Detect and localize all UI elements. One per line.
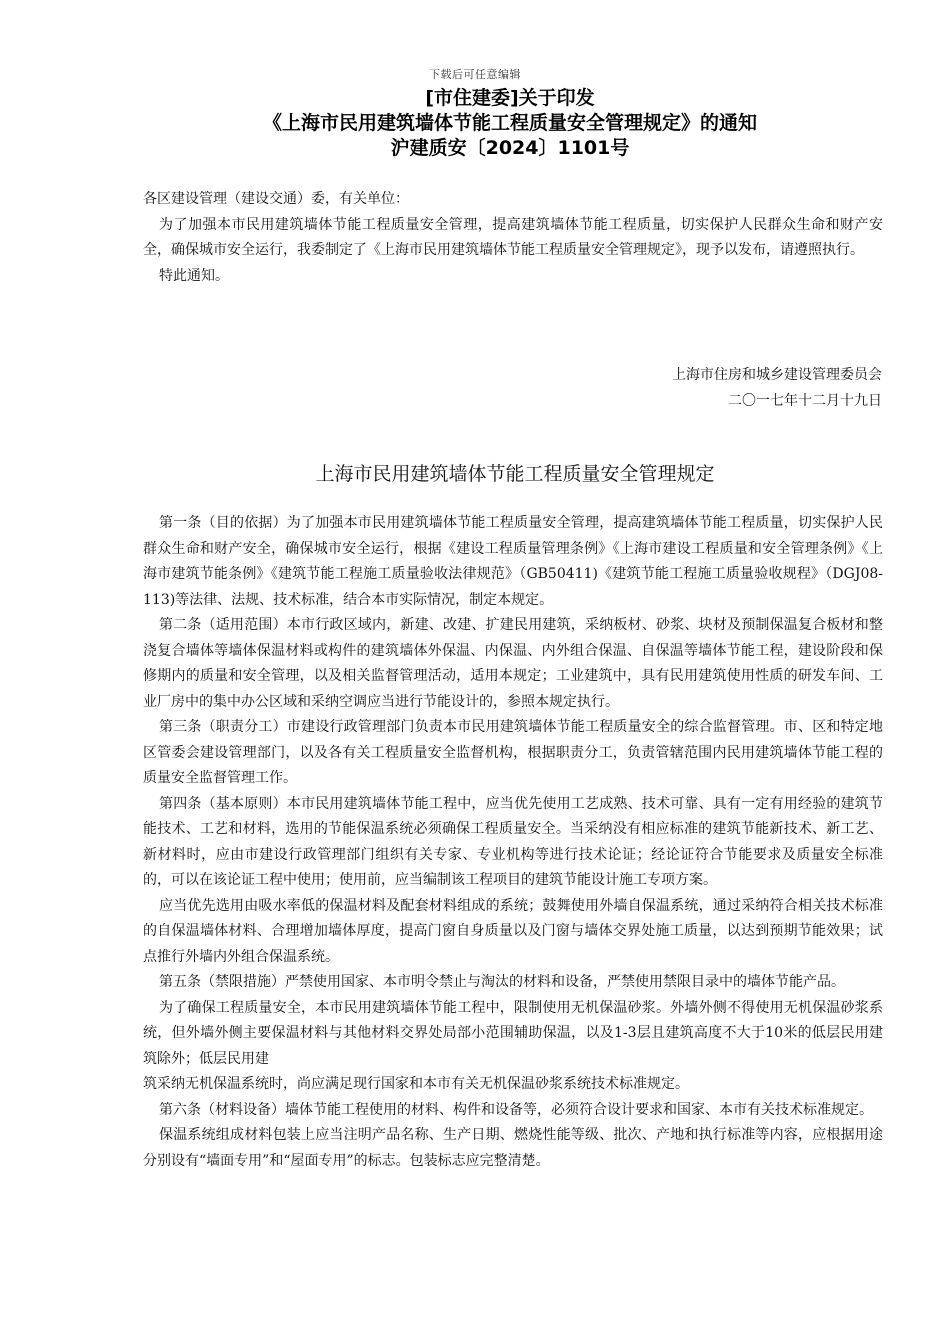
notice-body [143, 187, 883, 289]
heading-line-3: 沪建质安〔2024〕1101号 [390, 137, 630, 159]
article-5-paragraph-2: 为了确保工程质量安全，本市民用建筑墙体节能工程中，限制使用无机保温砂浆。外墙外侧不得使用无机保温砂浆系统，但外墙外侧主要保温材料与其他材料交界处局部小范围辅助保温，以及1-3层且建筑高度不大于10米的低层民用建筑除外；低层民用建 [143, 999, 883, 1067]
signature-date: 二〇一七年十二月十九日 [728, 392, 882, 409]
signature-block [560, 363, 882, 414]
heading-line-1: [市住建委]关于印发 [425, 87, 595, 109]
article-6-paragraph-2: 保温系统组成材料包装上应当注明产品名称、生产日期、燃烧性能等级、批次、产地和执行标准等内容，应根据用途分别设有“墙面专用”和“屋面专用”的标志。包装标志应完整清楚。 [143, 1127, 883, 1169]
salutation: 各区建设管理（建设交通）委，有关单位： [143, 191, 409, 207]
article-4: 第四条（基本原则）本市民用建筑墙体节能工程中，应当优先使用工艺成熟、技术可靠、具有一定有用经验的建筑节能技术、工艺和材料，选用的节能保温系统必须确保工程质量安全。当采纳没有相应标准的建筑节能新技术、新工艺、新材料时，应由市建设行政管理部门组织有关专家、专业机构等进行技术论证；经论证符合节能要求及质量安全标准的，可以在该论证工程中使用；使用前，应当编制该工程项目的建筑节能设计施工专项方案。 [143, 795, 883, 888]
notice-heading [60, 86, 950, 161]
article-5: 第五条（禁限措施）严禁使用国家、本市明令禁止与淘汰的材料和设备，严禁使用禁限目录中的墙体节能产品。 [159, 974, 845, 990]
header-note: 下载后可任意编辑 [429, 68, 521, 81]
article-6: 第六条（材料设备）墙体节能工程使用的材料、构件和设备等，必须符合设计要求和国家、本市有关技术标准规定。 [159, 1101, 873, 1118]
closing-line: 特此通知。 [159, 267, 229, 284]
regulation-body [143, 511, 883, 1174]
article-4-paragraph-2: 应当优先选用由吸水率低的保温材料及配套材料组成的系统；鼓舞使用外墙自保温系统，通过采纳符合相关技术标准的自保温墙体材料、合理增加墙体厚度，提高门窗自身质量以及门窗与墙体交界处施工质量，以达到预期节能效果；试点推行外墙内外组合保温系统。 [143, 897, 883, 965]
article-2: 第二条（适用范围）本市行政区域内，新建、改建、扩建民用建筑，采纳板材、砂浆、块材及预制保温复合板材和整浇复合墙体等墙体保温材料或构件的建筑墙体外保温、内保温、内外组合保温、自保温等墙体节能工程，建设阶段和保修期内的质量和安全管理，以及相关监督管理活动，适用本规定；工业建筑中，具有民用建筑使用性质的研发车间、工业厂房中的集中办公区域和采纳空调应当进行节能设计的，参照本规定执行。 [143, 617, 883, 710]
regulation-title: 上海市民用建筑墙体节能工程质量安全管理规定 [315, 463, 715, 485]
article-1: 第一条（目的依据）为了加强本市民用建筑墙体节能工程质量安全管理，提高建筑墙体节能工程质量，切实保护人民群众生命和财产安全，确保城市安全运行，根据《建设工程质量管理条例》《上海市建设工程质量和安全管理条例》《上海市建筑节能条例》《建筑节能工程施工质量验收法律规范》（GB50411)《建筑节能工程施工质量验收规程》（DGJ08-113)等法律、法规、技术标准，结合本市实际情况，制定本规定。 [143, 515, 883, 608]
article-3: 第三条（职责分工）市建设行政管理部门负责本市民用建筑墙体节能工程质量安全的综合监督管理。市、区和特定地区管委会建设管理部门，以及各有关工程质量安全监督机构，根据职责分工，负责管辖范围内民用建筑墙体节能工程的质量安全监督管理工作。 [143, 719, 883, 786]
signature-org: 上海市住房和城乡建设管理委员会 [672, 367, 882, 383]
notice-paragraph: 为了加强本市民用建筑墙体节能工程质量安全管理，提高建筑墙体节能工程质量，切实保护人民群众生命和财产安全，确保城市安全运行，我委制定了《上海市民用建筑墙体节能工程质量安全管理规定》，现予以发布，请遵照执行。 [143, 216, 883, 258]
heading-line-2: 《上海市民用建筑墙体节能工程质量安全管理规定》的通知 [262, 112, 757, 134]
article-5-paragraph-2-continued: 筑采纳无机保温系统时，尚应满足现行国家和本市有关无机保温砂浆系统技术标准规定。 [143, 1076, 689, 1092]
